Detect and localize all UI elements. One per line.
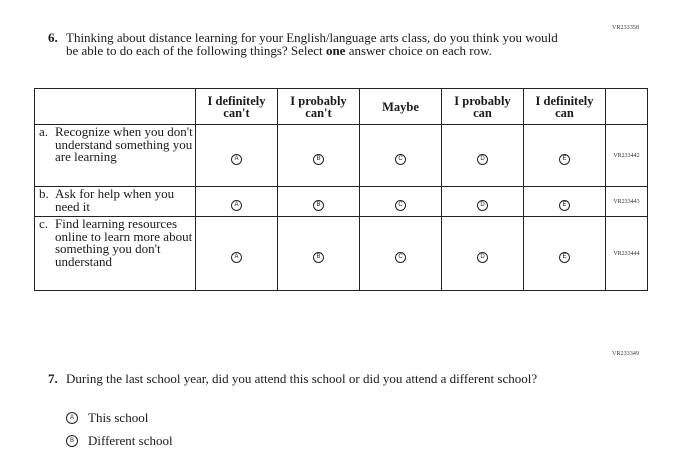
row-c-option-d-bubble[interactable]: D	[477, 252, 488, 263]
row-b-option-c-bubble[interactable]: C	[395, 200, 406, 211]
table-row	[35, 187, 648, 217]
row-c-option-a-bubble[interactable]: A	[231, 252, 242, 263]
column-header-definitely-cant: I definitely can't	[196, 89, 278, 125]
column-header-maybe: Maybe	[360, 89, 442, 125]
grid-header-row	[35, 89, 648, 125]
row-c-option-b-bubble[interactable]: B	[313, 252, 324, 263]
option-a-bubble[interactable]: A	[66, 412, 78, 424]
answer-option-different-school[interactable]	[66, 434, 173, 447]
row-b-code: VR233443	[606, 187, 648, 217]
row-a-option-c-bubble[interactable]: C	[395, 154, 406, 165]
row-a-option-b-bubble[interactable]: B	[313, 154, 324, 165]
row-c-option-e-bubble[interactable]: E	[559, 252, 570, 263]
row-c-stem: c. Find learning resources online to learn more about something you don't understand	[35, 217, 196, 291]
column-header-probably-cant: I probably can't	[278, 89, 360, 125]
option-a-label: This school	[88, 410, 149, 425]
row-a-option-a-bubble[interactable]: A	[231, 154, 242, 165]
row-a-option-d-bubble[interactable]: D	[477, 154, 488, 165]
row-b-option-d-bubble[interactable]: D	[477, 200, 488, 211]
row-a-code: VR233442	[606, 125, 648, 187]
question-6-emphasis: one	[325, 43, 346, 58]
question-6-grid	[34, 88, 648, 291]
row-b-option-b-bubble[interactable]: B	[313, 200, 324, 211]
row-a-stem: a. Recognize when you don't understand something you are learning	[35, 125, 196, 187]
question-7	[48, 372, 558, 385]
row-b-stem: b. Ask for help when you need it	[35, 187, 196, 217]
row-b-option-a-bubble[interactable]: A	[231, 200, 242, 211]
question-6	[48, 31, 568, 57]
question-7-number: 7.	[48, 371, 58, 386]
question-7-text: During the last school year, did you attend this school or did you attend a different school?	[66, 371, 538, 386]
answer-option-this-school[interactable]	[66, 411, 148, 424]
row-c-option-c-bubble[interactable]: C	[395, 252, 406, 263]
grid-header-code-blank	[606, 89, 648, 125]
question-6-text-end: answer choice on each row.	[345, 43, 492, 58]
column-header-definitely-can: I definitely can	[524, 89, 606, 125]
grid-header-blank	[35, 89, 196, 125]
row-b-option-e-bubble[interactable]: E	[559, 200, 570, 211]
row-a-option-e-bubble[interactable]: E	[559, 154, 570, 165]
question-6-code: VR233358	[612, 25, 640, 31]
table-row	[35, 217, 648, 291]
question-6-text: Thinking about distance learning for your English/language arts class, do you think you would be able to do each of the following things? Select	[66, 30, 558, 58]
row-c-code: VR233444	[606, 217, 648, 291]
table-row	[35, 125, 648, 187]
option-b-label: Different school	[88, 433, 173, 448]
question-6-number: 6.	[48, 30, 58, 45]
column-header-probably-can: I probably can	[442, 89, 524, 125]
option-b-bubble[interactable]: B	[66, 435, 78, 447]
question-7-code: VR233349	[612, 351, 640, 357]
